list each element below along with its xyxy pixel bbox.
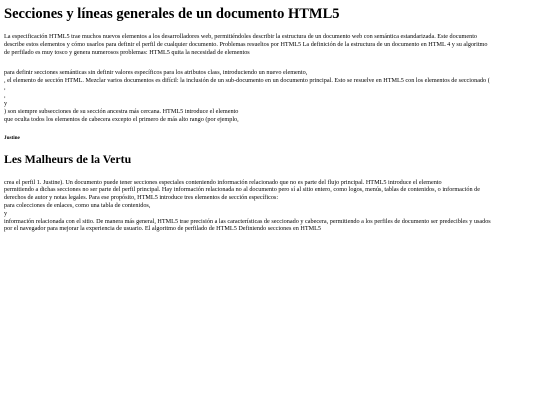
sections-line-1: para definir secciones semánticas sin definir valores específicos para los atributos class, introduciendo un nuevo elemento, xyxy=(4,68,308,76)
special-line-2: permitiendo a dichas secciones no ser parte del perfil principal. Hay información relacionada no al documento pero sí al sitio entero, como logos, menús, tablas de contenidos, o información de xyxy=(4,186,480,194)
sections-line-5: y xyxy=(4,99,8,107)
sections-line-3: , xyxy=(4,84,6,92)
intro-line-3: de perfilado es muy tosco y genera numerosos problemas: HTML5 quita la necesidad de elementos xyxy=(4,48,250,56)
section-heading: Les Malheurs de la Vertu xyxy=(4,152,132,167)
spacer xyxy=(4,123,536,135)
special-sections-paragraph xyxy=(4,179,536,234)
document-page xyxy=(4,6,536,233)
intro-paragraph xyxy=(4,33,536,56)
sections-paragraph xyxy=(4,69,536,124)
sections-line-2: , el elemento de sección HTML. Mezclar varios documentos es difícil: la inclusión de un sub-documento en un documento principal. Esto se resuelve en HTML5 con los elementos de seccionado ( xyxy=(4,76,490,84)
spacer xyxy=(4,142,536,152)
intro-line-1: La especificación HTML5 trae muchos nuevos elementos a los desarrolladores web, permitiéndoles describir la estructura de un documento web con semántica estandarizada. Este documento xyxy=(4,33,478,41)
special-line-5: y xyxy=(4,209,8,217)
page-title: Secciones y líneas generales de un documento HTML5 xyxy=(4,6,340,22)
sections-line-7: que oculta todos los elementos de cabecera excepto el primero de más alto rango (por ejemplo, xyxy=(4,115,239,123)
sections-line-6: ) son siempre subsecciones de su sección ancestra más cercana. HTML5 introduce el elemento xyxy=(4,107,239,115)
special-line-7: por el navegador para mejorar la experiencia de usuario. El algoritmo de perfilado de HTML5 Definiendo secciones en HTML5 xyxy=(4,225,321,233)
special-line-4: para colecciones de enlaces, como una tabla de contenidos, xyxy=(4,201,151,209)
spacer xyxy=(4,23,536,33)
spacer xyxy=(4,57,536,69)
special-line-3: derechos de autor y notas legales. Para ese propósito, HTML5 introduce tres elementos de sección específicos: xyxy=(4,194,279,202)
sections-line-4: , xyxy=(4,92,6,100)
special-line-6: información relacionada con el sitio. De manera más general, HTML5 trae precisión a las características de seccionado y cabecera, permitiendo a los perfiles de documento ser predecibles y usados xyxy=(4,217,491,225)
spacer xyxy=(4,167,536,179)
special-line-1: crea el perfil 1. Justine). Un documento puede tener secciones especiales conteniendo información relacionado que no es parte del flujo principal. HTML5 introduce el elemento xyxy=(4,178,442,186)
intro-line-2: describe estos elementos y cómo usarlos para definir el perfil de cualquier documento. Problemas resueltos por HTML5 La definición de la estructura de un documento en HTML 4 y su algoritmo xyxy=(4,41,488,49)
mini-heading-justine: Justine xyxy=(4,135,20,142)
